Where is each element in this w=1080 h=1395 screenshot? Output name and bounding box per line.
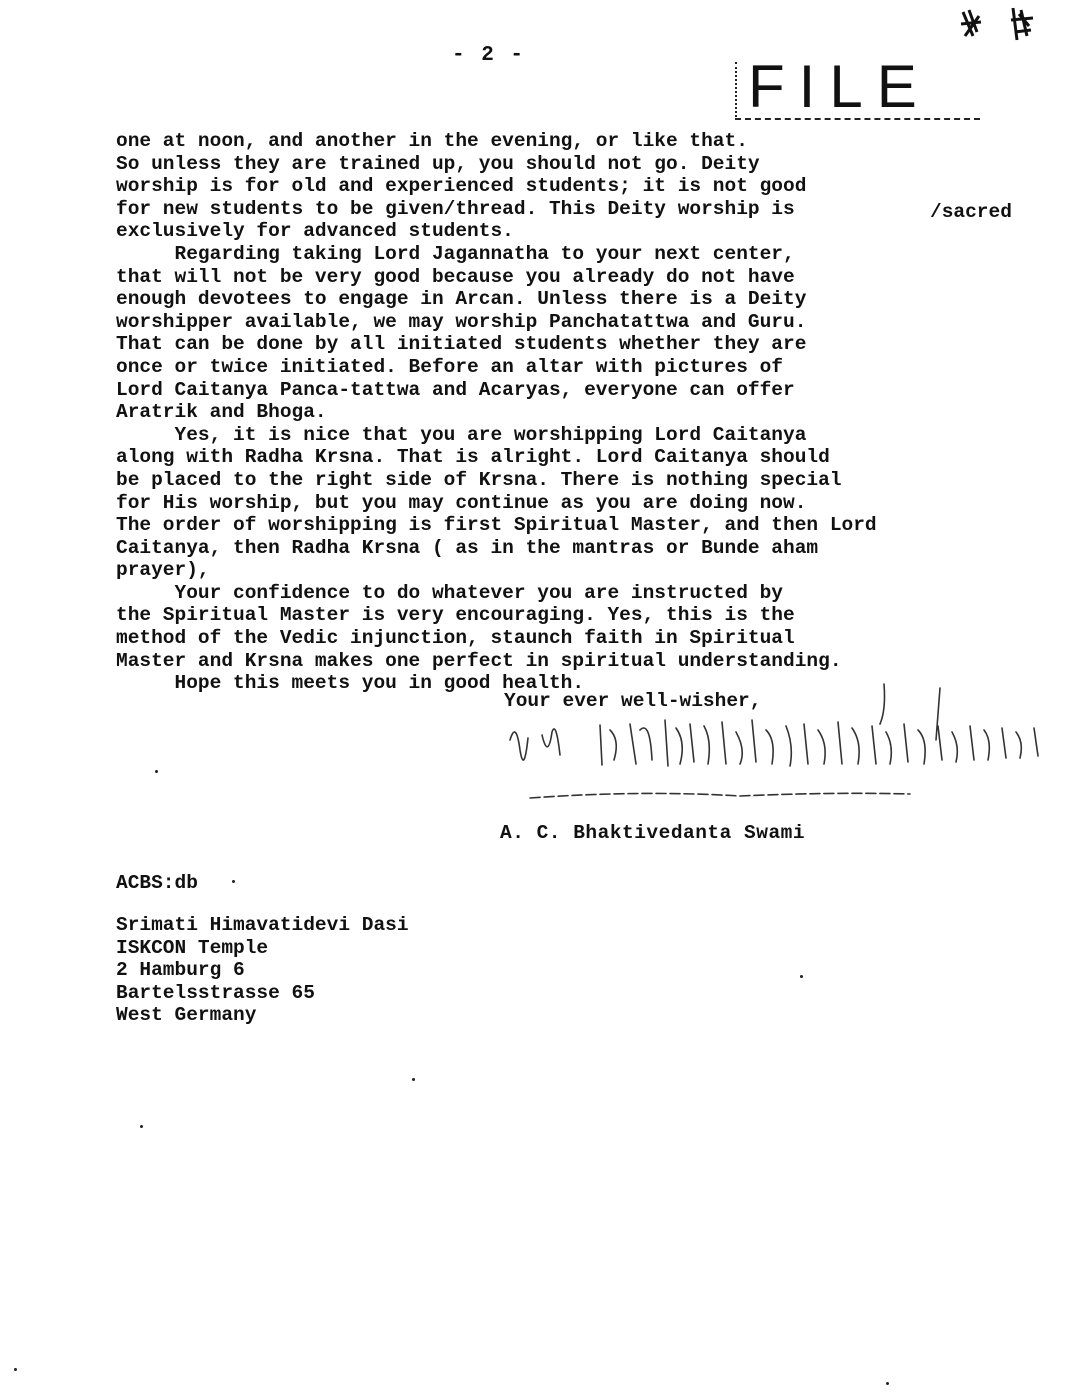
body-line: Regarding taking Lord Jagannatha to your next center, — [116, 242, 795, 265]
body-line: one at noon, and another in the evening, or like that. — [116, 130, 748, 152]
body-line: So unless they are trained up, you should not go. Deity — [116, 152, 760, 175]
body-line: worshipper available, we may worship Panchatattwa and Guru. — [116, 310, 807, 333]
scan-speck — [412, 1078, 415, 1081]
body-line: once or twice initiated. Before an altar with pictures of — [116, 355, 784, 378]
scan-speck — [155, 770, 158, 773]
body-line: Lord Caitanya Panca-tattwa and Acaryas, everyone can offer — [116, 378, 795, 401]
recipient-address — [116, 914, 409, 1027]
body-line: Aratrik and Bhoga. — [116, 401, 327, 424]
address-line: 2 Hamburg 6 — [116, 959, 245, 982]
body-line: prayer), — [116, 559, 210, 582]
scan-speck — [886, 1382, 889, 1385]
reference-initials: ACBS:db — [116, 872, 198, 894]
body-line: that will not be very good because you already do not have — [116, 265, 795, 288]
letter-body — [116, 130, 1016, 695]
body-line: along with Radha Krsna. That is alright. Lord Caitanya should — [116, 446, 830, 469]
address-line: Bartelsstrasse 65 — [116, 981, 315, 1004]
body-line: be placed to the right side of Krsna. There is nothing special — [116, 468, 842, 491]
page-number: - 2 - — [452, 44, 526, 67]
scan-speck — [232, 880, 235, 883]
scan-speck — [14, 1368, 17, 1371]
handwritten-signature — [490, 680, 1050, 810]
scan-speck — [140, 1125, 143, 1128]
body-line: for His worship, but you may continue as you are doing now. — [116, 491, 807, 514]
stamp-border-bottom — [735, 118, 980, 120]
body-line: exclusively for advanced students. — [116, 220, 514, 243]
body-line: Yes, it is nice that you are worshipping Lord Caitanya — [116, 423, 807, 446]
scan-speck — [800, 975, 803, 978]
body-line: Master and Krsna makes one perfect in spiritual understanding. — [116, 649, 842, 672]
stamp-marks-icon — [955, 6, 1045, 53]
body-line: Hope this meets you in good health. — [116, 672, 585, 695]
body-line: Caitanya, then Radha Krsna ( as in the mantras or Bunde aham — [116, 536, 819, 559]
address-line: ISKCON Temple — [116, 936, 269, 959]
margin-note: /sacred — [930, 201, 1012, 223]
body-line: the Spiritual Master is very encouraging. Yes, this is the — [116, 604, 795, 627]
address-line: West Germany — [116, 1004, 257, 1027]
body-line: worship is for old and experienced students; it is not good — [116, 175, 807, 198]
body-line: enough devotees to engage in Arcan. Unless there is a Deity — [116, 288, 807, 311]
body-line: method of the Vedic injunction, staunch faith in Spiritual — [116, 627, 795, 650]
body-line: Your confidence to do whatever you are instructed by — [116, 581, 784, 604]
body-line: for new students to be given/thread. This Deity worship is — [116, 197, 795, 220]
body-line: That can be done by all initiated students whether they are — [116, 333, 807, 356]
signer-name: A. C. Bhaktivedanta Swami — [500, 822, 806, 844]
body-line: The order of worshipping is first Spiritual Master, and then Lord — [116, 514, 877, 537]
file-stamp: FILE — [748, 53, 931, 120]
closing-salutation: Your ever well-wisher, — [504, 690, 762, 712]
stamp-border-left — [735, 62, 737, 117]
address-line: Srimati Himavatidevi Dasi — [116, 914, 409, 936]
